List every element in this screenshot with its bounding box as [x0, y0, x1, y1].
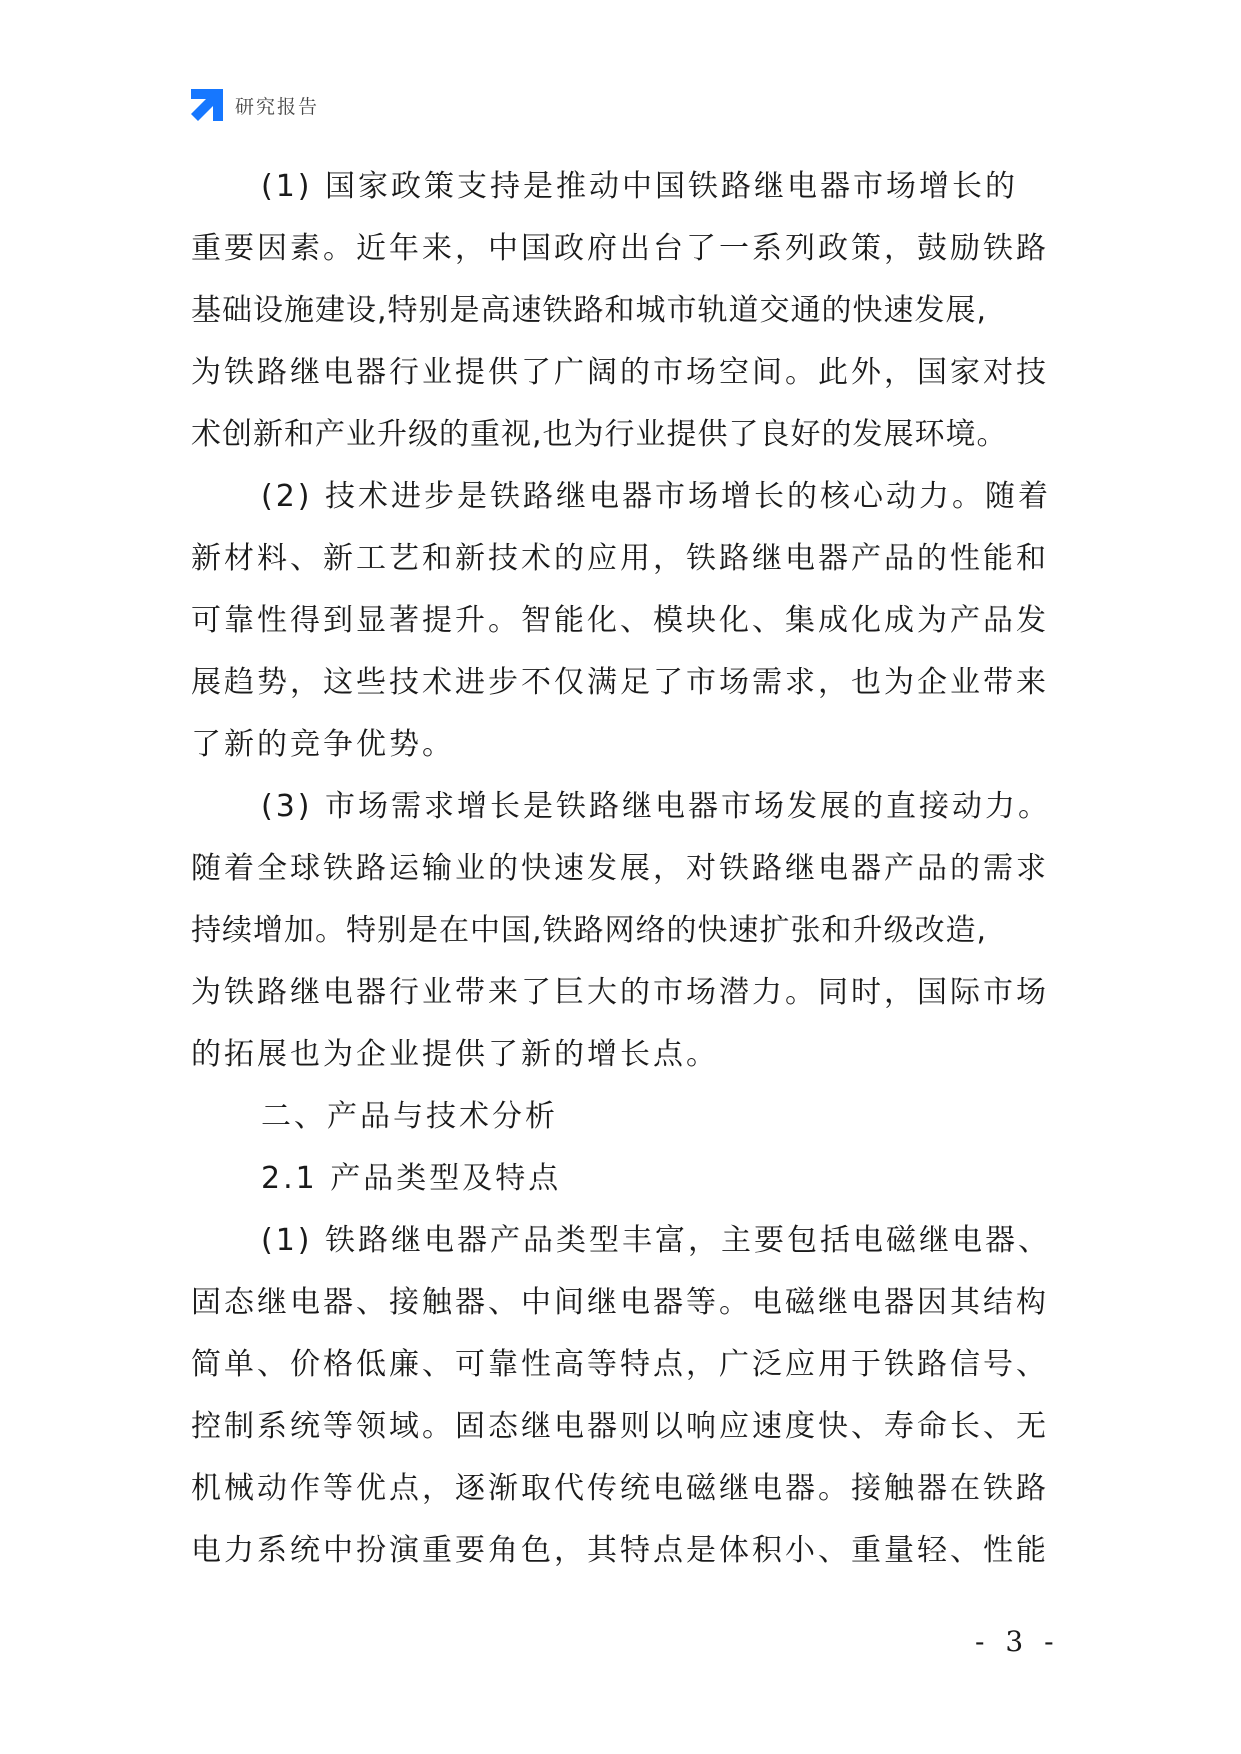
- paragraph-line: (3) 市场需求增长是铁路继电器市场发展的直接动力。: [261, 789, 1052, 824]
- paragraph-line: 电力系统中扮演重要角色，其特点是体积小、重量轻、性能: [191, 1533, 1049, 1568]
- paragraph-line: 新材料、新工艺和新技术的应用，铁路继电器产品的性能和: [191, 541, 1049, 576]
- paragraph-line: 机械动作等优点，逐渐取代传统电磁继电器。接触器在铁路: [191, 1471, 1049, 1506]
- paragraph-line: 了新的竞争优势。: [191, 727, 455, 762]
- paragraph-line: 固态继电器、接触器、中间继电器等。电磁继电器因其结构: [191, 1285, 1049, 1320]
- paragraph-line: 控制系统等领域。固态继电器则以响应速度快、寿命长、无: [191, 1409, 1049, 1444]
- document-body: [191, 156, 1081, 1582]
- section-heading: 二、产品与技术分析: [261, 1099, 558, 1134]
- paragraph-line: 为铁路继电器行业提供了广阔的市场空间。此外，国家对技: [191, 355, 1049, 390]
- paragraph-line: 可靠性得到显著提升。智能化、模块化、集成化成为产品发: [191, 603, 1049, 638]
- paragraph-line: 术创新和产业升级的重视,也为行业提供了良好的发展环境。: [191, 417, 1008, 452]
- page-number: - 3 -: [975, 1625, 1060, 1658]
- paragraph-line: 展趋势，这些技术进步不仅满足了市场需求，也为企业带来: [191, 665, 1049, 700]
- report-header: [191, 88, 319, 122]
- paragraph-line: 重要因素。近年来，中国政府出台了一系列政策，鼓励铁路: [191, 231, 1049, 266]
- subsection-heading: 2.1 产品类型及特点: [261, 1161, 562, 1196]
- paragraph-line: 的拓展也为企业提供了新的增长点。: [191, 1037, 719, 1072]
- paragraph-line: 持续增加。特别是在中国,铁路网络的快速扩张和升级改造,: [191, 913, 988, 948]
- paragraph-line: (1) 国家政策支持是推动中国铁路继电器市场增长的: [261, 169, 1019, 204]
- arrow-up-right-logo-icon: [191, 89, 223, 121]
- paragraph-line: 简单、价格低廉、可靠性高等特点，广泛应用于铁路信号、: [191, 1347, 1049, 1382]
- paragraph-line: (2) 技术进步是铁路继电器市场增长的核心动力。随着: [261, 479, 1052, 514]
- paragraph-line: 随着全球铁路运输业的快速发展，对铁路继电器产品的需求: [191, 851, 1049, 886]
- header-title: 研究报告: [235, 95, 320, 118]
- paragraph-line: 为铁路继电器行业带来了巨大的市场潜力。同时，国际市场: [191, 975, 1049, 1010]
- paragraph-line: (1) 铁路继电器产品类型丰富，主要包括电磁继电器、: [261, 1223, 1052, 1258]
- paragraph-line: 基础设施建设,特别是高速铁路和城市轨道交通的快速发展,: [191, 293, 988, 328]
